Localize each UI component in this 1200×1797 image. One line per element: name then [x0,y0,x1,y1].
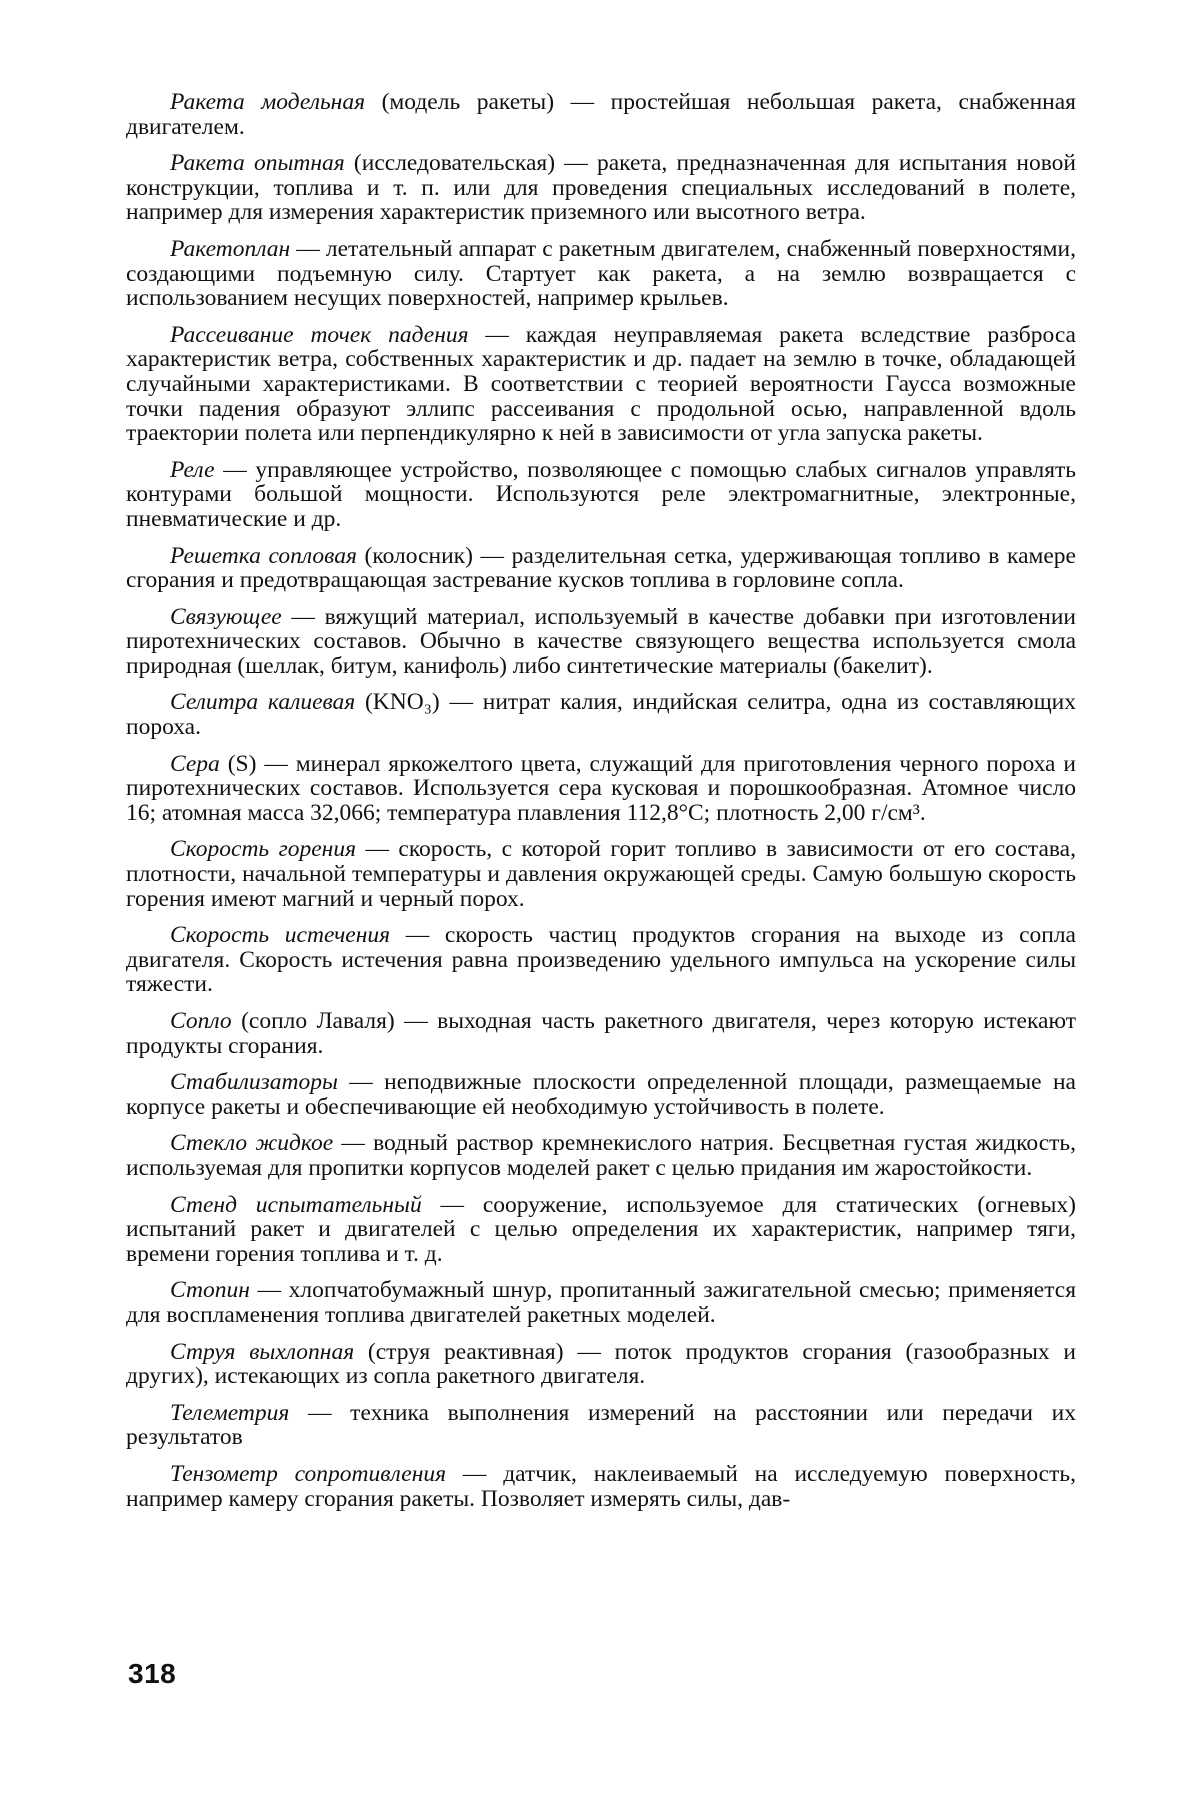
entry-definition: — летательный аппарат с ракетным двигателем, снабженный поверхностями, создающими подъемную силу. Стартует как ракета, а на землю возвращается с использованием несущих поверхностей, например крыльев. [126,235,1076,312]
entry-definition: — скорость частиц продуктов сгорания на выходе из сопла двигателя. Скорость истечения равна произведению удельного импульса на ускорение силы тяжести. [126,922,1076,998]
entry-term: Стабилизаторы [170,1069,338,1096]
dictionary-entry [126,323,1076,446]
entry-term: Стекло жидкое [170,1130,334,1157]
dictionary-entry [126,1278,1076,1327]
entry-definition: (S) — минерал яркожелтого цвета, служащий для приготовления черного пороха и пиротехнических составов. Используется сера кусковая и порошкообразная. Атомное число 16; атомная масса 32,066; температура плавления 112,8°С; плотность 2,00 г/см³. [126,750,1076,826]
dictionary-entry [126,151,1076,225]
dictionary-entry [126,1401,1076,1450]
entry-definition: (сопло Лаваля) — выходная часть ракетного двигателя, через которую истекают продукты сгорания. [126,1008,1076,1059]
dictionary-entry [126,237,1076,311]
dictionary-entry [126,605,1076,679]
dictionary-entry [126,90,1076,139]
dictionary-entries [126,90,1076,1523]
entry-term: Рассеивание точек падения [170,321,469,348]
entry-definition: (колосник) — разделительная сетка, удерживающая топливо в камере сгорания и предотвращающая застревание кусков топлива в горловине сопла. [126,542,1076,594]
entry-definition: — скорость, с которой горит топливо в зависимости от его состава, плотности, начальной температуры и давления окружающей среды. Самую большую скорость горения имеют магний и черный порох. [126,836,1076,912]
dictionary-entry [126,923,1076,997]
page-number: 318 [128,1658,177,1689]
entry-definition: — водный раствор кремнекислого натрия. Бесцветная густая жидкость, используемая для пропитки корпусов моделей ракет с целью придания им жаростойкости. [126,1130,1076,1181]
entry-definition: — датчик, наклеиваемый на исследуемую поверхность, например камеру сгорания ракеты. Позволяет измерять силы, дав- [126,1460,1076,1512]
dictionary-entry [126,1340,1076,1389]
entry-term: Струя выхлопная [170,1338,355,1365]
entry-term: Связующее [170,603,282,630]
entry-term: Скорость истечения [170,922,391,949]
dictionary-entry [126,1193,1076,1267]
entry-definition: (исследовательская) — ракета, предназначенная для испытания новой конструкции, топлива и т. п. или для проведения специальных исследований в полете, например для измерения характеристик приземного или высотного ветра. [126,150,1077,226]
dictionary-entry [126,690,1076,739]
entry-term: Ракета модельная [170,89,366,115]
entry-term: Стенд испытательный [170,1191,422,1218]
entry-definition: (модель ракеты) — простейшая небольшая ракета, снабженная двигателем. [126,89,1076,140]
entry-term: Скорость горения [170,836,356,863]
entry-term: Тензометр сопротивления [170,1460,447,1487]
entry-definition: — хлопчатобумажный шнур, пропитанный зажигательной смесью; применяется для воспламенения топлива двигателей ракетных моделей. [126,1277,1076,1328]
entry-definition: — неподвижные плоскости определенной площади, размещаемые на корпусе ракеты и обеспечивающие ей необходимую устойчивость в полете. [126,1069,1076,1120]
entry-term: Ракета опытная [170,150,345,177]
dictionary-entry [126,1009,1076,1058]
entry-term: Реле [170,456,215,483]
entry-term: Стопин [170,1277,250,1304]
entry-definition: — техника выполнения измерений на расстоянии или передачи их результатов [126,1399,1076,1451]
entry-definition: — управляющее устройство, позволяющее с помощью слабых сигналов управлять контурами большой мощности. Используются реле электромагнитные, электронные, пневматические и др. [126,456,1076,532]
dictionary-entry [126,458,1076,532]
entry-term: Решетка сопловая [170,542,357,569]
dictionary-entry [126,544,1076,593]
dictionary-entry [126,1131,1076,1180]
entry-definition: — вяжущий материал, используемый в качестве добавки при изготовлении пиротехнических составов. Обычно в качестве связующего вещества используется смола природная (шеллак, битум, канифоль) либо синтетические материалы (бакелит). [126,603,1076,679]
entry-definition: — сооружение, используемое для статических (огневых) испытаний ракет и двигателей с целью определения их характеристик, например тяги, времени горения топлива и т. д. [126,1191,1076,1267]
dictionary-entry [126,752,1076,826]
dictionary-entry [126,1070,1076,1119]
entry-term: Сопло [170,1008,232,1034]
entry-term: Ракетоплан [170,235,291,262]
entry-definition: (KNO₃) — нитрат калия, индийская селитра, одна из составляющих пороха. [126,689,1076,741]
entry-definition: — каждая неуправляемая ракета вследствие разброса характеристик ветра, собственных характеристик и др. падает на землю в точке, обладающей случайными характеристиками. В соответствии с теорией вероятности Гаусса возможные точки падения образуют эллипс рассеивания с продольной осью, направленной вдоль траектории полета или перпендикулярно к ней в зависимости от угла запуска ракеты. [126,321,1076,447]
entry-term: Сера [170,750,220,777]
entry-definition: (струя реактивная) — поток продуктов сгорания (газообразных и других), истекающих из сопла ракетного двигателя. [126,1338,1076,1390]
entry-term: Селитра калиевая [170,689,356,716]
dictionary-entry [126,1462,1076,1511]
dictionary-entry [126,837,1076,911]
entry-term: Телеметрия [170,1399,290,1426]
